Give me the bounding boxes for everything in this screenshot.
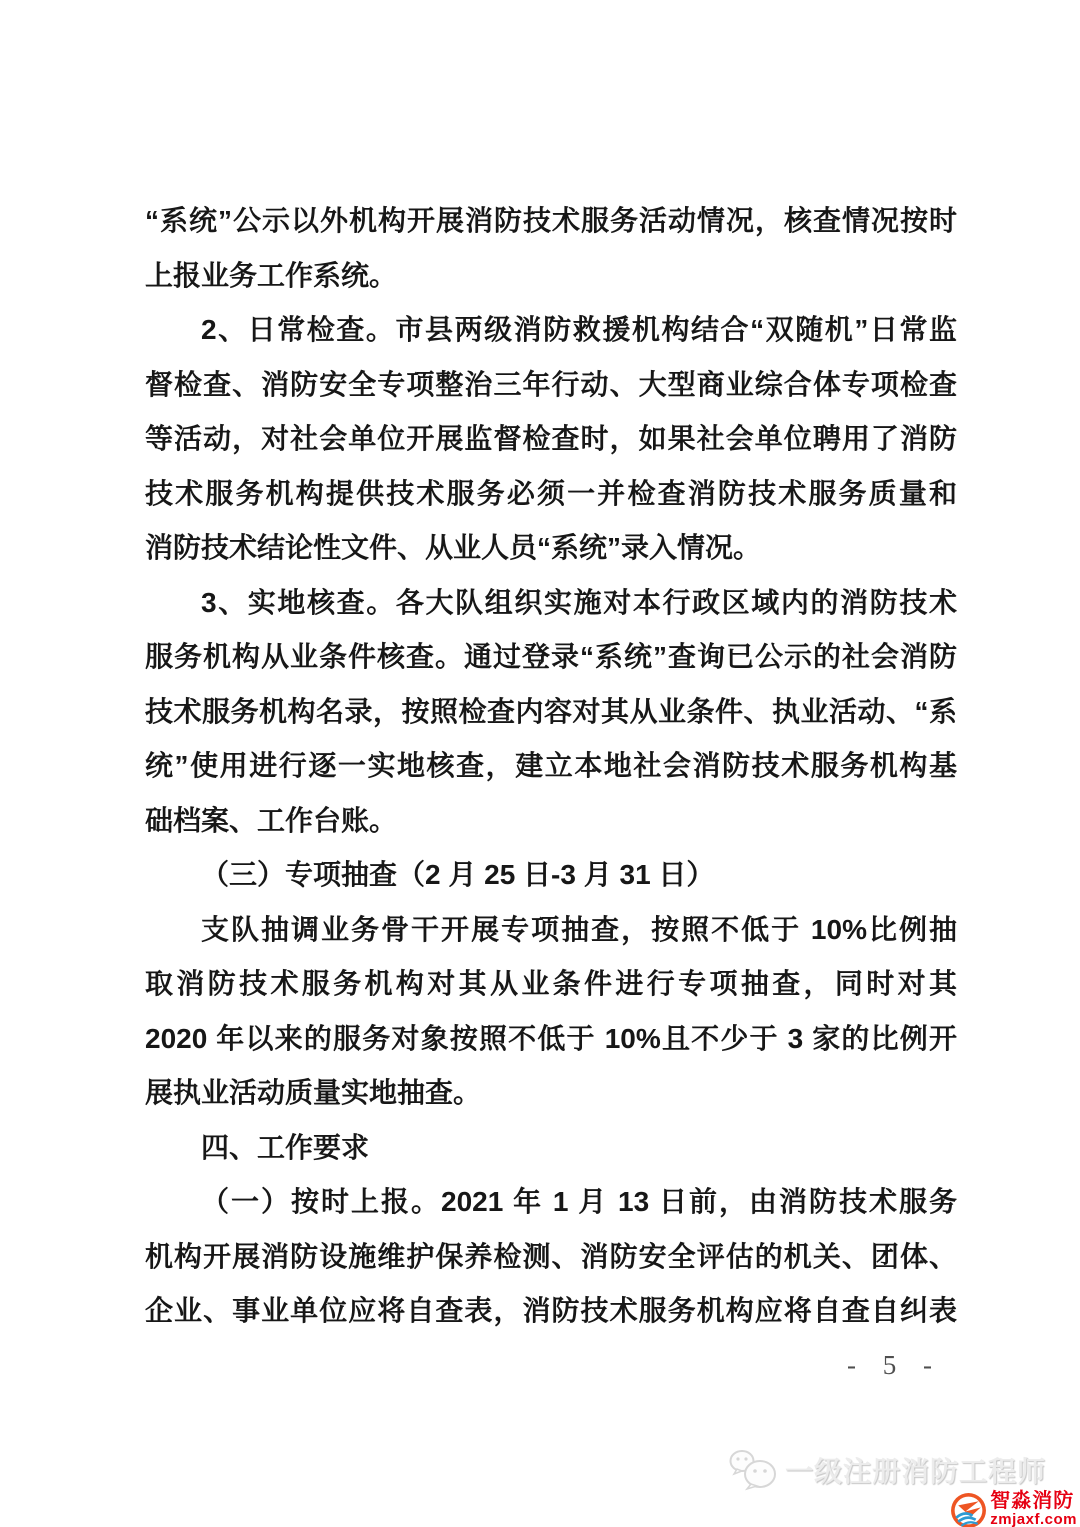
text-line: 统”使用进行逐一实地核查，建立本地社会消防技术服务机构基 (145, 750, 957, 781)
text-line: 2020 年以来的服务对象按照不低于 10%且不少于 3 家的比例开 (145, 1022, 957, 1054)
text-line: 机构开展消防设施维护保养检测、消防安全评估的机关、团体、 (145, 1240, 957, 1272)
text-line: “系统”公示以外机构开展消防技术服务活动情况，核查情况按时 (145, 205, 957, 236)
text-line: 展执业活动质量实地抽查。 (145, 1077, 482, 1108)
text-line: 技术服务机构提供技术服务必须一并检查消防技术服务质量和 (145, 477, 957, 509)
text-line: 2、日常检查。市县两级消防救援机构结合“双随机”日常监 (201, 314, 957, 345)
footer-watermark (729, 1449, 1046, 1491)
paragraph (145, 848, 957, 903)
text-line: 企业、事业单位应将自查表，消防技术服务机构应将自查自纠表 (145, 1295, 957, 1326)
text-line: 督检查、消防安全专项整治三年行动、大型商业综合体专项检查 (145, 368, 957, 400)
text-line: 等活动，对社会单位开展监督检查时，如果社会单位聘用了消防 (145, 423, 957, 454)
text-line: 四、工作要求 (201, 1131, 370, 1163)
paragraph (145, 576, 957, 849)
text-line: 支队抽调业务骨干开展专项抽查，按照不低于 10%比例抽 (201, 913, 957, 945)
paragraph (145, 903, 957, 1121)
brand-url: zmjaxf.com (990, 1510, 1077, 1527)
text-line: 取消防技术服务机构对其从业条件进行专项抽查，同时对其 (145, 968, 957, 999)
text-line: 础档案、工作台账。 (145, 804, 398, 836)
brand-name: 智淼消防 (990, 1490, 1075, 1513)
paragraph (145, 194, 957, 303)
text-line: （一）按时上报。2021 年 1 月 13 日前，由消防技术服务 (201, 1186, 957, 1217)
text-line: （三）专项抽查（2 月 25 日-3 月 31 日） (201, 859, 715, 890)
text-line: 技术服务机构名录，按照检查内容对其从业条件、执业活动、“系 (145, 695, 957, 727)
paragraph (145, 1121, 957, 1176)
text-line: 消防技术结论性文件、从业人员“系统”录入情况。 (145, 532, 762, 563)
brand-badge (950, 1491, 1077, 1527)
brand-text (990, 1491, 1077, 1527)
paragraph (145, 1175, 957, 1339)
page-number: - 5 - (847, 1350, 942, 1380)
watermark-text: 一级注册消防工程师 (784, 1456, 1046, 1487)
document-body (145, 194, 957, 1339)
wechat-icon (729, 1449, 777, 1491)
text-line: 服务机构从业条件核查。通过登录“系统”查询已公示的社会消防 (145, 641, 957, 672)
text-line: 上报业务工作系统。 (145, 259, 398, 291)
zhimiao-logo-icon (950, 1492, 987, 1526)
paragraph (145, 303, 957, 576)
text-line: 3、实地核查。各大队组织实施对本行政区域内的消防技术 (201, 586, 957, 618)
